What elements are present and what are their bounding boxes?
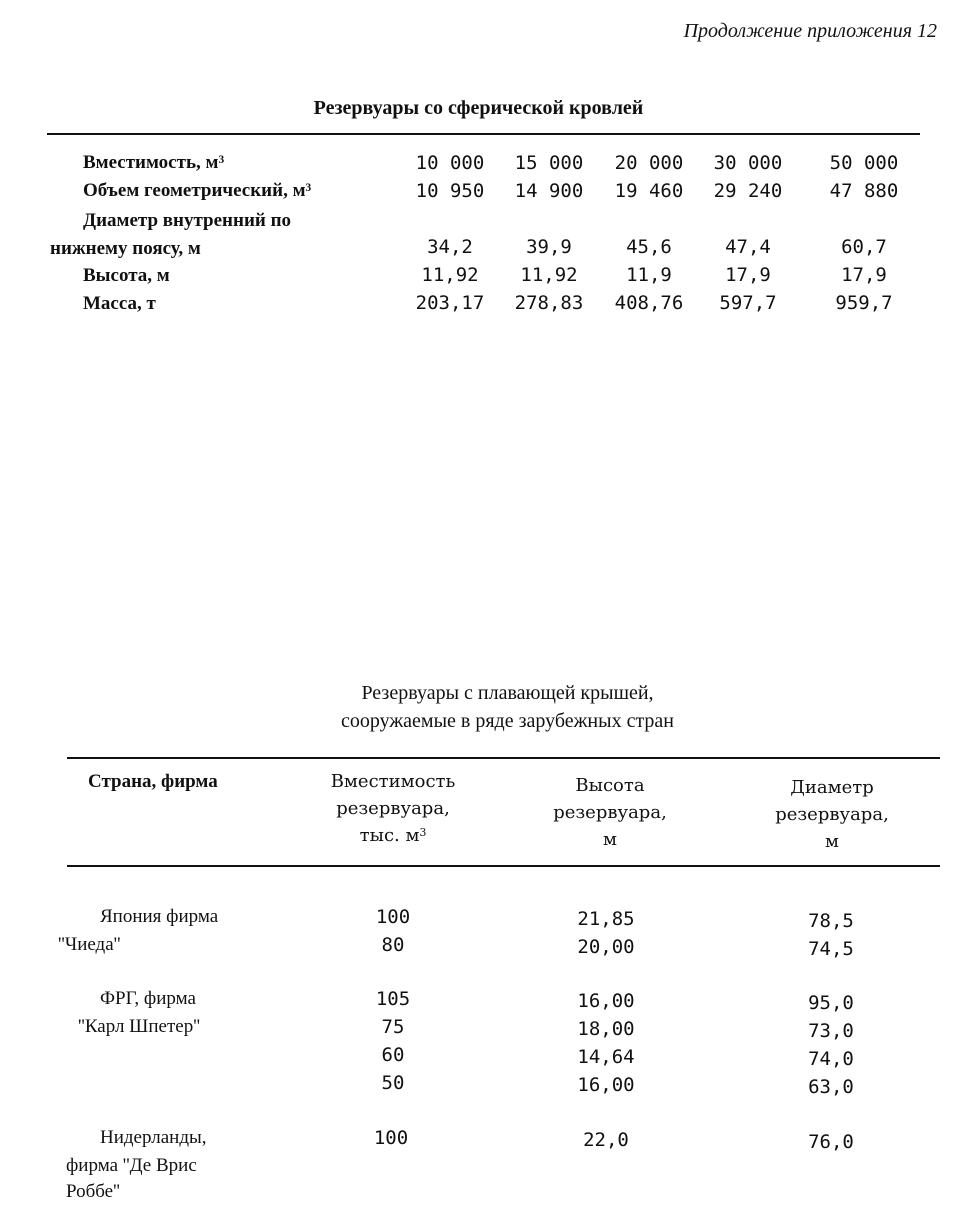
- capacity-cell: 50: [381, 1072, 405, 1094]
- height-cell: 21,85: [577, 908, 635, 930]
- capacity-cell: 60: [381, 1044, 405, 1066]
- height-cell: 16,00: [577, 1074, 635, 1096]
- header-capacity: Вместимость резервуара, тыс. $м^3$: [330, 771, 456, 846]
- header-country: Страна, фирма: [88, 771, 218, 792]
- capacity-cell: 80: [381, 934, 405, 956]
- diameter-cell: 78,5: [808, 910, 854, 932]
- capacity-cell: 100: [373, 1127, 409, 1149]
- height-cell: 16,00: [577, 990, 635, 1012]
- continuation-header: Продолжение приложения 12: [683, 20, 937, 42]
- capacity-cell: 100: [375, 906, 411, 928]
- diameter-cell: 95,0: [808, 992, 854, 1014]
- table2-title-line2: сооружаемые в ряде зарубежных стран: [340, 710, 675, 732]
- header-height: Высота резервуара, м: [553, 775, 667, 850]
- table1-row-label: Вместимость, $м^3$: [83, 152, 225, 173]
- table1-cell: 11,9: [626, 264, 672, 286]
- table1-top-rule: [47, 133, 920, 135]
- table1-cell: 17,9: [841, 264, 887, 286]
- table1-cell: 10 950: [415, 180, 485, 202]
- table1-cell: 959,7: [835, 292, 893, 314]
- table1-cell: 29 240: [713, 180, 783, 202]
- table1-cell: 60,7: [841, 236, 887, 258]
- table1-cell: 47 880: [829, 180, 899, 202]
- table1-cell: 15 000: [514, 152, 584, 174]
- table1-cell: 20 000: [614, 152, 684, 174]
- diameter-cell: 63,0: [808, 1076, 854, 1098]
- table2-header-rule: [67, 865, 940, 867]
- table1-cell: 278,83: [514, 292, 584, 314]
- height-cell: 22,0: [583, 1129, 629, 1151]
- capacity-cell: 105: [375, 988, 411, 1010]
- table1-cell: 203,17: [415, 292, 485, 314]
- country-firm: ''Чиеда'': [58, 934, 121, 955]
- diameter-cell: 73,0: [808, 1020, 854, 1042]
- table2-top-rule: [67, 757, 940, 759]
- diameter-cell: 74,0: [808, 1048, 854, 1070]
- table1-cell: 47,4: [725, 236, 771, 258]
- table1-row-label: нижнему поясу, м: [50, 238, 201, 259]
- height-cell: 14,64: [577, 1046, 635, 1068]
- table1-cell: 50 000: [829, 152, 899, 174]
- table1-cell: 45,6: [626, 236, 672, 258]
- table1-cell: 39,9: [526, 236, 572, 258]
- table1-cell: 597,7: [719, 292, 777, 314]
- table1-row-label: Высота, м: [83, 265, 170, 286]
- table1-row-label: Объем геометрический, $м^3$: [83, 180, 312, 201]
- diameter-cell: 74,5: [808, 938, 854, 960]
- height-cell: 18,00: [577, 1018, 635, 1040]
- table1-cell: 19 460: [614, 180, 684, 202]
- table1-cell: 14 900: [514, 180, 584, 202]
- table2-title-line1: Резервуары с плавающей крышей,: [361, 682, 654, 704]
- table1-cell: 408,76: [614, 292, 684, 314]
- table1-cell: 10 000: [415, 152, 485, 174]
- diameter-cell: 76,0: [808, 1131, 854, 1153]
- capacity-cell: 75: [381, 1016, 405, 1038]
- header-diameter: Диаметр резервуара, м: [775, 777, 889, 852]
- height-cell: 20,00: [577, 936, 635, 958]
- table1-row-label: Масса, т: [83, 293, 156, 314]
- country-firm: фирма ''Де Врис: [66, 1155, 197, 1176]
- country-firm: Роббе'': [66, 1181, 120, 1202]
- country-firm: ''Карл Шпетер'': [78, 1016, 201, 1037]
- table1-title: Резервуары со сферической кровлей: [313, 97, 644, 119]
- table1-cell: 34,2: [427, 236, 473, 258]
- table1-cell: 11,92: [520, 264, 578, 286]
- country-name: Япония фирма: [100, 906, 219, 927]
- country-name: ФРГ, фирма: [100, 988, 196, 1009]
- table1-cell: 30 000: [713, 152, 783, 174]
- table1-cell: 11,92: [421, 264, 479, 286]
- table1-cell: 17,9: [725, 264, 771, 286]
- country-name: Нидерланды,: [100, 1127, 207, 1148]
- table1-row-label: Диаметр внутренний по: [83, 210, 292, 231]
